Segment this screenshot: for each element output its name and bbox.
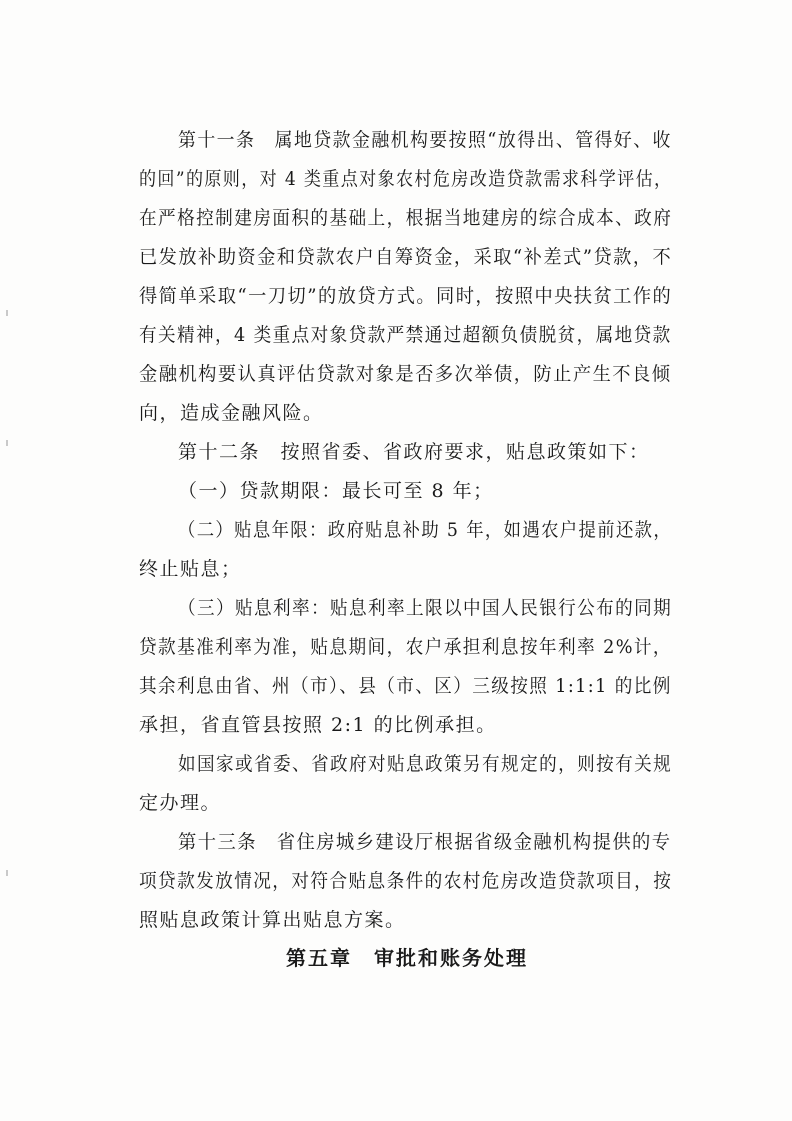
list-item-line: （二）贴息年限：政府贴息补助 5 年，如遇农户提前还款，	[178, 519, 673, 541]
list-item-line: 其余利息由省、州（市）、县（市、区）三级按照 1:1:1 的比例	[139, 675, 672, 697]
paragraph-line: 第十三条 省住房城乡建设厅根据省级金融机构提供的专	[178, 831, 672, 853]
paragraph-line: 第十一条 属地贷款金融机构要按照“放得出、管得好、收	[178, 129, 672, 151]
paragraph-line: 定办理。	[139, 792, 222, 814]
chapter-heading: 第五章 审批和账务处理	[286, 946, 528, 970]
paragraph-line: 在严格控制建房面积的基础上，根据当地建房的综合成本、政府	[139, 207, 673, 229]
paragraph-line: 有关精神，4 类重点对象贷款严禁通过超额负债脱贫，属地贷款	[139, 324, 672, 346]
paragraph-line: 的回”的原则，对 4 类重点对象农村危房改造贷款需求科学评估，	[139, 168, 673, 190]
paragraph-line: 得简单采取“一刀切”的放贷方式。同时，按照中央扶贫工作的	[139, 285, 673, 307]
paragraph-line: 已发放补助资金和贷款农户自筹资金，采取“补差式”贷款，不	[139, 246, 673, 268]
scan-speck	[6, 310, 8, 316]
paragraph-line: 金融机构要认真评估贷款对象是否多次举债，防止产生不良倾	[139, 363, 672, 385]
scan-speck	[6, 870, 8, 876]
paragraph-line: 照贴息政策计算出贴息方案。	[139, 909, 406, 931]
paragraph-line: 第十二条 按照省委、省政府要求，贴息政策如下：	[178, 441, 650, 463]
list-item-line: 承担，省直管县按照 2:1 的比例承担。	[139, 714, 497, 736]
paragraph-line: 项贷款发放情况，对符合贴息条件的农村危房改造贷款项目，按	[139, 870, 673, 892]
scan-speck	[6, 440, 8, 446]
list-item-line: （一）贷款期限：最长可至 8 年；	[178, 480, 494, 502]
paragraph-line: 如国家或省委、省政府对贴息政策另有规定的，则按有关规	[178, 753, 673, 775]
paragraph-line: 向，造成金融风险。	[139, 402, 324, 424]
list-item-line: 终止贴息；	[139, 558, 242, 580]
list-item-line: （三）贴息利率：贴息利率上限以中国人民银行公布的同期	[178, 597, 673, 619]
list-item-line: 贷款基准利率为准，贴息期间，农户承担利息按年利率 2%计，	[139, 636, 672, 658]
